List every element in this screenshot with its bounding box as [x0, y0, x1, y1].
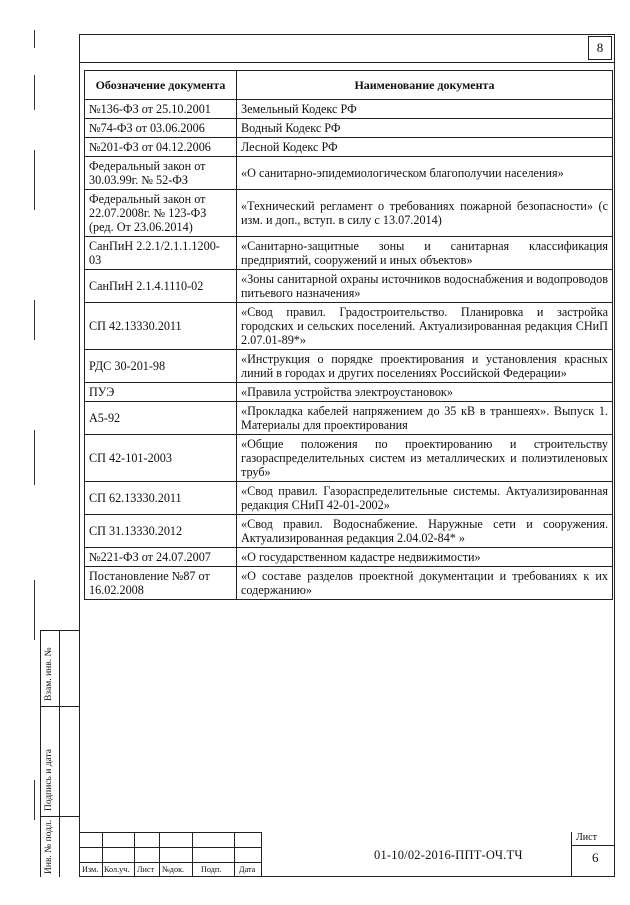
document-name: Лесной Кодекс РФ: [237, 138, 613, 157]
document-designation: №201-ФЗ от 04.12.2006: [85, 138, 237, 157]
document-designation: Федеральный закон от 30.03.99г. № 52-ФЗ: [85, 157, 237, 190]
document-code: 01-10/02-2016-ППТ-ОЧ.ТЧ: [374, 848, 523, 862]
col-list: Лист: [137, 865, 155, 874]
title-block-line: [159, 832, 160, 877]
document-designation: ПУЭ: [85, 383, 237, 402]
document-designation: А5-92: [85, 402, 237, 435]
side-stamp-row-line: [41, 706, 79, 707]
document-name: «Общие положения по проектированию и строительству газораспределительных систем из металлических и полиэтиленовых труб»: [237, 435, 613, 482]
scan-mark: [34, 430, 35, 485]
table-row: [85, 138, 613, 157]
scan-mark: [34, 150, 35, 210]
title-block-line: [134, 832, 135, 877]
document-name: «О составе разделов проектной документации и требованиях к их содержанию»: [237, 567, 613, 600]
title-block-line: [571, 832, 572, 877]
page-number-top: 8: [588, 36, 612, 60]
sheet-label: Лист: [576, 832, 597, 843]
document-designation: №74-ФЗ от 03.06.2006: [85, 119, 237, 138]
inv-orig-label: Инв. № подл.: [44, 819, 54, 874]
document-designation: СП 42-101-2003: [85, 435, 237, 482]
table-row: [85, 157, 613, 190]
scan-mark: [34, 580, 35, 640]
title-block-line: [234, 832, 235, 877]
scan-mark: [34, 75, 35, 110]
title-block: [79, 832, 615, 877]
table-row: [85, 482, 613, 515]
document-designation: Федеральный закон от 22.07.2008г. № 123-ФЗ (ред. От 23.06.2014): [85, 190, 237, 237]
scan-mark: [34, 300, 35, 340]
document-name: «Свод правил. Водоснабжение. Наружные сети и сооружения. Актуализированная редакция 2.04.02-84* »: [237, 515, 613, 548]
side-stamp-row-line: [41, 816, 79, 817]
table-row: [85, 270, 613, 303]
document-name: «О государственном кадастре недвижимости»: [237, 548, 613, 567]
table-row: [85, 190, 613, 237]
document-name: «Свод правил. Газораспределительные системы. Актуализированная редакция СНиП 42-01-2002»: [237, 482, 613, 515]
title-block-line: [192, 832, 193, 877]
document-designation: СанПиН 2.1.4.1110-02: [85, 270, 237, 303]
document-name: «Прокладка кабелей напряжением до 35 кВ в траншеях». Выпуск 1. Материалы для проектирования: [237, 402, 613, 435]
top-divider: [79, 62, 615, 63]
table-row: [85, 303, 613, 350]
scan-mark: [34, 30, 35, 48]
document-name: «О санитарно-эпидемиологическом благополучии населения»: [237, 157, 613, 190]
table-row: [85, 548, 613, 567]
title-block-line: [571, 845, 615, 846]
document-name: Водный Кодекс РФ: [237, 119, 613, 138]
table-body: [85, 100, 613, 600]
document-designation: СанПиН 2.2.1/2.1.1.1200-03: [85, 237, 237, 270]
document-designation: СП 62.13330.2011: [85, 482, 237, 515]
col-podp: Подп.: [201, 865, 222, 874]
title-block-line: [261, 832, 262, 877]
table-header-row: [85, 71, 613, 100]
table-row: [85, 100, 613, 119]
document-designation: №221-ФЗ от 24.07.2007: [85, 548, 237, 567]
document-designation: СП 31.13330.2012: [85, 515, 237, 548]
scan-mark: [34, 780, 35, 820]
document-name: «Правила устройства электроустановок»: [237, 383, 613, 402]
col-izm: Изм.: [82, 865, 99, 874]
title-block-line: [102, 832, 103, 877]
document-name: «Свод правил. Градостроительство. Планировка и застройка городских и сельских поселений. Актуализированная редакция СНиП 2.07.01-89*»: [237, 303, 613, 350]
side-stamp-divider: [59, 631, 60, 877]
vzam-inv-label: Взам. инв. №: [44, 647, 54, 701]
table-row: [85, 402, 613, 435]
document-designation: Постановление №87 от 16.02.2008: [85, 567, 237, 600]
table-row: [85, 435, 613, 482]
sheet-number: 6: [592, 850, 599, 865]
table-row: [85, 515, 613, 548]
col-kol-uch: Кол.уч.: [104, 865, 130, 874]
col-data: Дата: [239, 865, 256, 874]
document-designation: РДС 30-201-98: [85, 350, 237, 383]
document-name: «Санитарно-защитные зоны и санитарная классификация предприятий, сооружений и иных объектов»: [237, 237, 613, 270]
sign-date-label: Подпись и дата: [44, 748, 54, 811]
table-row: [85, 350, 613, 383]
header-designation: Обозначение документа: [85, 71, 237, 100]
table-row: [85, 237, 613, 270]
table-row: [85, 119, 613, 138]
document-designation: СП 42.13330.2011: [85, 303, 237, 350]
document-designation: №136-ФЗ от 25.10.2001: [85, 100, 237, 119]
document-name: Земельный Кодекс РФ: [237, 100, 613, 119]
side-stamp: [40, 630, 79, 877]
table-row: [85, 567, 613, 600]
table-row: [85, 383, 613, 402]
document-name: «Зоны санитарной охраны источников водоснабжения и водопроводов питьевого назначения»: [237, 270, 613, 303]
header-name: Наименование документа: [237, 71, 613, 100]
documents-table: [84, 70, 613, 600]
document-name: «Инструкция о порядке проектирования и установления красных линий в городах и других поселениях Российской Федерации»: [237, 350, 613, 383]
col-ndok: №док.: [162, 865, 185, 874]
document-name: «Технический регламент о требованиях пожарной безопасности» (с изм. и доп., вступ. в силу с 13.07.2014): [237, 190, 613, 237]
